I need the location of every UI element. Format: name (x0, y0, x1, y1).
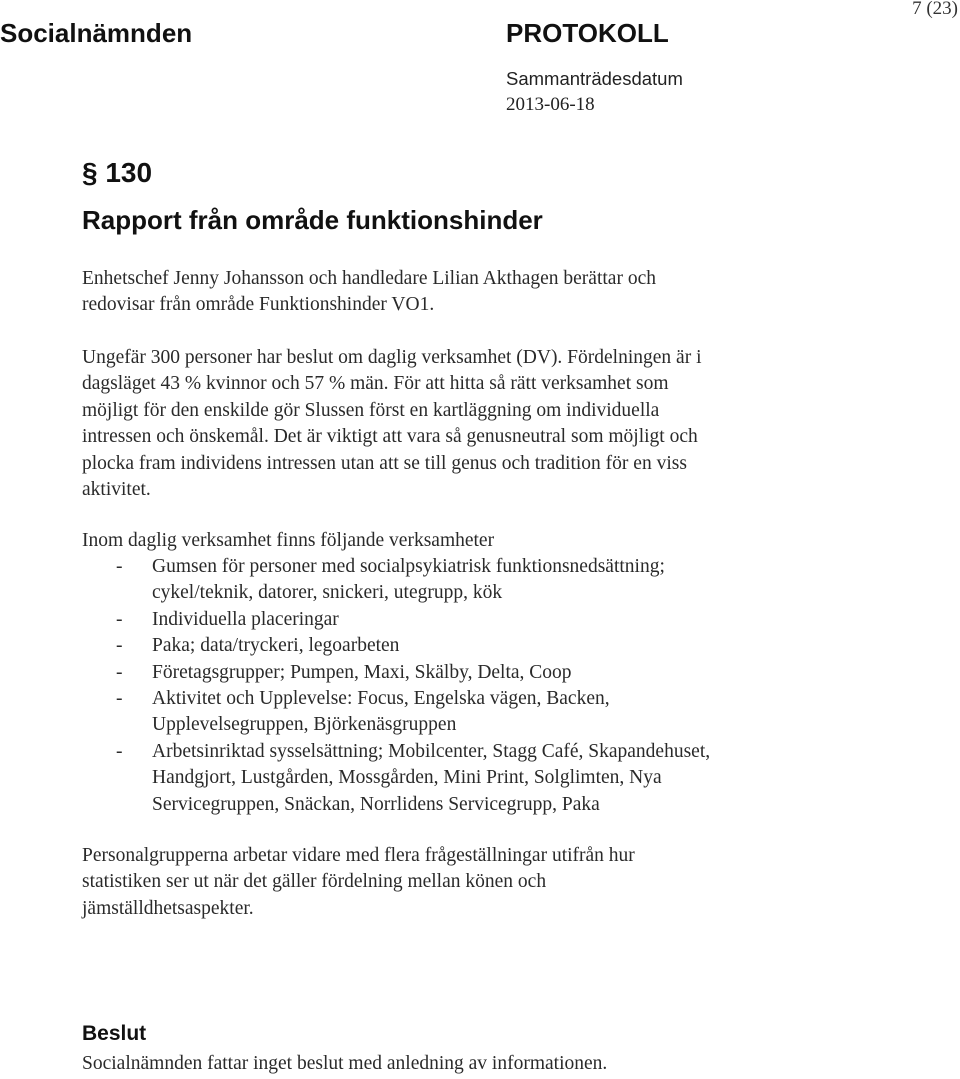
meeting-date-label: Sammanträdesdatum (506, 68, 683, 89)
text-line: redovisar från område Funktionshinder VO1. (82, 294, 435, 316)
text-line: Aktivitet och Upplevelse: Focus, Engelska vägen, Backen, (152, 687, 610, 709)
decision-text: Socialnämnden fattar inget beslut med anledning av informationen. (82, 1053, 608, 1074)
list-item-text (152, 554, 665, 607)
text-line: Upplevelsegruppen, Björkenäsgruppen (152, 714, 457, 736)
text-line: möjligt för den enskilde gör Slussen först en kartläggning om individuella (82, 399, 660, 421)
text-line: Företagsgrupper; Pumpen, Maxi, Skälby, Delta, Coop (152, 661, 572, 683)
list-item (0, 660, 960, 686)
list-item-text (152, 739, 710, 818)
list-item (0, 607, 960, 633)
list-item-text (152, 607, 339, 633)
paragraph-sign: § (82, 157, 98, 188)
intro-paragraph (82, 266, 656, 319)
list-dash: - (116, 687, 123, 709)
text-line: Arbetsinriktad sysselsättning; Mobilcenter, Stagg Café, Skapandehuset, (152, 740, 711, 762)
list-dash: - (116, 635, 123, 657)
text-line: Gumsen för personer med socialpsykiatrisk funktionsnedsättning; (152, 556, 665, 577)
text-line: plocka fram individens intressen utan att se till genus och tradition för en viss (82, 452, 687, 474)
text-line: Servicegruppen, Snäckan, Norrlidens Servicegrupp, Paka (152, 793, 600, 815)
document-type: PROTOKOLL (506, 18, 669, 48)
list-item (0, 633, 960, 659)
list-item (0, 554, 960, 607)
staff-paragraph (82, 843, 635, 922)
section-title: Rapport från område funktionshinder (82, 205, 543, 235)
section-number (82, 157, 152, 189)
committee-name: Socialnämnden (0, 18, 193, 48)
text-line: intressen och önskemål. Det är viktigt att vara så genusneutral som möjligt och (82, 426, 698, 448)
text-line: Enhetschef Jenny Johansson och handledare Lilian Akthagen berättar och (82, 268, 656, 289)
text-line: aktivitet. (82, 479, 151, 501)
list-item-text (152, 686, 610, 739)
decision-heading: Beslut (82, 1022, 147, 1045)
text-line: jämställdhetsaspekter. (82, 897, 254, 919)
text-line: Paka; data/tryckeri, legoarbeten (152, 635, 400, 657)
text-line: dagsläget 43 % kvinnor och 57 % män. För att hitta så rätt verksamhet som (82, 373, 669, 395)
activities-list (0, 554, 960, 818)
text-line: Personalgrupperna arbetar vidare med flera frågeställningar utifrån hur (82, 845, 635, 866)
distribution-paragraph (82, 345, 702, 503)
list-dash: - (116, 608, 123, 630)
list-dash: - (116, 661, 123, 683)
list-item-text (152, 660, 572, 686)
text-line: Handgjort, Lustgården, Mossgården, Mini Print, Solglimten, Nya (152, 767, 662, 789)
section-number-value: 130 (105, 157, 153, 188)
list-item (0, 686, 960, 739)
text-line: Ungefär 300 personer har beslut om daglig verksamhet (DV). Fördelningen är i (82, 347, 702, 368)
text-line: statistiken ser ut när det gäller fördelning mellan könen och (82, 871, 547, 893)
list-dash: - (116, 740, 123, 762)
activities-heading: Inom daglig verksamhet finns följande verksamheter (82, 530, 495, 551)
list-item-text (152, 633, 399, 659)
page-number: 7 (23) (912, 0, 958, 19)
list-item (0, 739, 960, 818)
list-dash: - (116, 556, 123, 577)
meeting-date: 2013-06-18 (506, 94, 595, 115)
text-line: cykel/teknik, datorer, snickeri, utegrupp, kök (152, 582, 503, 604)
text-line: Individuella placeringar (152, 608, 339, 630)
